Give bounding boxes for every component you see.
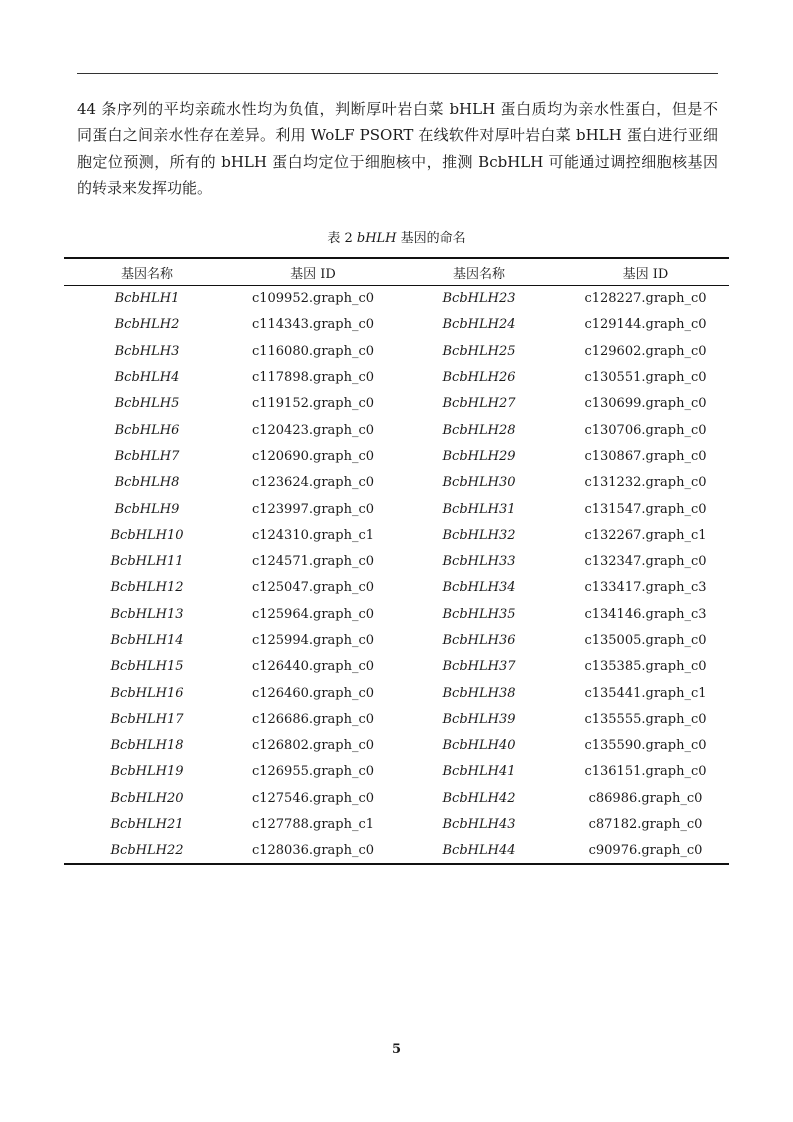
gene-name-cell: BcbHLH27	[442, 396, 516, 412]
table-row	[64, 706, 729, 732]
gene-id-cell: c126440.graph_c0	[251, 659, 375, 675]
table-row	[64, 312, 729, 338]
gene-name-cell: BcbHLH43	[442, 817, 516, 833]
gene-id-cell: c129602.graph_c0	[584, 343, 707, 359]
table-row	[64, 811, 729, 837]
gene-name-cell: BcbHLH42	[442, 790, 516, 806]
gene-id-cell: c128036.graph_c0	[251, 842, 375, 858]
gene-id-cell: c133417.graph_c3	[584, 580, 707, 596]
gene-id-cell: c126802.graph_c0	[251, 738, 375, 754]
gene-name-cell: BcbHLH3	[114, 343, 180, 359]
gene-id-cell: c119152.graph_c0	[251, 396, 375, 412]
gene-id-cell: c117898.graph_c0	[251, 370, 375, 386]
table-row	[64, 470, 729, 496]
gene-name-cell: BcbHLH29	[442, 448, 516, 464]
gene-id-cell: c130867.graph_c0	[584, 448, 707, 464]
gene-name-cell: BcbHLH16	[110, 685, 184, 701]
gene-id-cell: c125994.graph_c0	[251, 633, 375, 648]
gene-name-cell: BcbHLH40	[442, 738, 516, 754]
gene-name-cell: BcbHLH25	[442, 343, 516, 359]
table-row	[64, 364, 729, 390]
gene-id-cell: c135555.graph_c0	[584, 711, 707, 727]
gene-id-cell: c135005.graph_c0	[584, 633, 707, 648]
gene-name-cell: BcbHLH22	[110, 842, 184, 858]
table-row	[64, 680, 729, 706]
table-row	[64, 522, 729, 548]
table-row	[64, 417, 729, 443]
paragraph-line: 的转录来发挥功能。	[77, 178, 213, 197]
gene-name-cell: BcbHLH7	[114, 448, 180, 464]
table-header-row	[64, 258, 729, 286]
gene-name-cell: BcbHLH23	[442, 291, 516, 307]
table-row	[64, 338, 729, 364]
gene-id-cell: c130706.graph_c0	[584, 422, 707, 438]
column-header-gene-id: 基因 ID	[622, 266, 669, 282]
gene-id-cell: c126686.graph_c0	[251, 711, 375, 727]
gene-name-cell: BcbHLH1	[114, 291, 180, 307]
gene-id-cell: c130699.graph_c0	[584, 396, 707, 412]
gene-name-cell: BcbHLH15	[110, 659, 184, 675]
gene-name-cell: BcbHLH37	[442, 659, 516, 675]
table-row	[64, 601, 729, 627]
gene-id-cell: c134146.graph_c3	[584, 606, 707, 622]
body-paragraph	[77, 96, 718, 201]
table-caption-prefix: 表 2	[327, 231, 357, 246]
gene-id-cell: c127546.graph_c0	[251, 790, 375, 806]
gene-name-cell: BcbHLH35	[442, 606, 516, 622]
gene-name-cell: BcbHLH26	[442, 370, 516, 386]
gene-name-cell: BcbHLH34	[442, 580, 516, 596]
gene-id-cell: c130551.graph_c0	[584, 370, 707, 386]
gene-id-cell: c116080.graph_c0	[251, 343, 375, 359]
paragraph-line: 同蛋白之间亲水性存在差异。利用 WoLF PSORT 在线软件对厚叶岩白菜 bHLH 蛋白进行亚细	[77, 126, 718, 145]
gene-id-cell: c124571.graph_c0	[251, 554, 375, 570]
gene-name-cell: BcbHLH32	[442, 527, 516, 543]
gene-name-cell: BcbHLH20	[110, 790, 184, 806]
gene-id-cell: c131232.graph_c0	[584, 475, 707, 491]
table-row	[64, 654, 729, 680]
gene-id-cell: c114343.graph_c0	[251, 317, 375, 333]
gene-id-cell: c132267.graph_c1	[584, 527, 707, 543]
table-row	[64, 443, 729, 469]
gene-name-cell: BcbHLH14	[110, 633, 184, 648]
table-row	[64, 627, 729, 653]
gene-id-cell: c135441.graph_c1	[584, 685, 707, 701]
table-body	[64, 286, 729, 865]
gene-name-cell: BcbHLH13	[110, 606, 184, 622]
gene-id-cell: c129144.graph_c0	[584, 317, 707, 333]
gene-id-cell: c126955.graph_c0	[251, 764, 375, 780]
table-caption	[64, 229, 729, 249]
gene-id-cell: c132347.graph_c0	[584, 554, 707, 570]
gene-name-cell: BcbHLH17	[110, 711, 184, 727]
gene-name-cell: BcbHLH38	[442, 685, 516, 701]
table-row	[64, 286, 729, 312]
gene-name-cell: BcbHLH30	[442, 475, 516, 491]
gene-id-cell: c127788.graph_c1	[251, 817, 375, 833]
table-row	[64, 785, 729, 811]
table-row	[64, 733, 729, 759]
table-caption-suffix: 基因的命名	[396, 231, 466, 246]
table-row	[64, 759, 729, 785]
table-caption-gene-family: bHLH	[356, 231, 397, 246]
gene-name-cell: BcbHLH33	[442, 554, 516, 570]
gene-name-cell: BcbHLH10	[110, 527, 184, 543]
gene-naming-table	[64, 257, 729, 865]
gene-id-cell: c123624.graph_c0	[251, 475, 375, 491]
gene-name-cell: BcbHLH28	[442, 422, 516, 438]
gene-id-cell: c131547.graph_c0	[584, 501, 707, 517]
gene-id-cell: c90976.graph_c0	[588, 842, 703, 858]
gene-id-cell: c125047.graph_c0	[251, 580, 375, 596]
gene-id-cell: c128227.graph_c0	[584, 291, 707, 307]
table-row	[64, 575, 729, 601]
paragraph-line: 44 条序列的平均亲疏水性均为负值，判断厚叶岩白菜 bHLH 蛋白质均为亲水性蛋白，但是不	[77, 100, 718, 118]
gene-id-cell: c136151.graph_c0	[584, 764, 707, 780]
gene-name-cell: BcbHLH9	[114, 501, 180, 517]
gene-name-cell: BcbHLH5	[114, 396, 180, 412]
gene-name-cell: BcbHLH44	[442, 842, 516, 858]
column-header-gene-id: 基因 ID	[290, 266, 336, 282]
gene-id-cell: c124310.graph_c1	[251, 527, 375, 543]
gene-id-cell: c109952.graph_c0	[251, 291, 375, 307]
gene-name-cell: BcbHLH41	[442, 764, 516, 780]
gene-name-cell: BcbHLH11	[110, 554, 184, 570]
gene-id-cell: c120423.graph_c0	[251, 422, 375, 438]
gene-name-cell: BcbHLH12	[110, 580, 184, 596]
table-row	[64, 496, 729, 522]
column-header-gene-name: 基因名称	[452, 266, 505, 282]
paragraph-line: 胞定位预测，所有的 bHLH 蛋白均定位于细胞核中，推测 BcbHLH 可能通过调控细胞核基因	[77, 152, 718, 171]
gene-name-cell: BcbHLH19	[110, 764, 184, 780]
gene-id-cell: c123997.graph_c0	[251, 501, 375, 517]
gene-name-cell: BcbHLH8	[114, 475, 180, 491]
gene-name-cell: BcbHLH24	[442, 317, 516, 333]
table-row	[64, 838, 729, 864]
column-header-gene-name: 基因名称	[120, 266, 173, 282]
gene-id-cell: c125964.graph_c0	[251, 606, 375, 622]
gene-name-cell: BcbHLH36	[442, 633, 516, 648]
gene-name-cell: BcbHLH2	[114, 317, 180, 333]
gene-id-cell: c135385.graph_c0	[584, 659, 707, 675]
gene-name-cell: BcbHLH18	[110, 738, 184, 754]
page-number: 5	[391, 1042, 402, 1057]
header-rule	[77, 73, 718, 74]
gene-id-cell: c86986.graph_c0	[588, 790, 703, 806]
gene-name-cell: BcbHLH6	[114, 422, 180, 438]
gene-name-cell: BcbHLH4	[114, 370, 180, 386]
gene-id-cell: c87182.graph_c0	[588, 817, 703, 833]
gene-name-cell: BcbHLH31	[442, 501, 516, 517]
gene-id-cell: c120690.graph_c0	[251, 448, 375, 464]
gene-name-cell: BcbHLH21	[110, 817, 184, 833]
table-row	[64, 391, 729, 417]
gene-name-cell: BcbHLH39	[442, 711, 516, 727]
gene-id-cell: c126460.graph_c0	[251, 685, 375, 701]
gene-id-cell: c135590.graph_c0	[584, 738, 707, 754]
table-row	[64, 548, 729, 574]
